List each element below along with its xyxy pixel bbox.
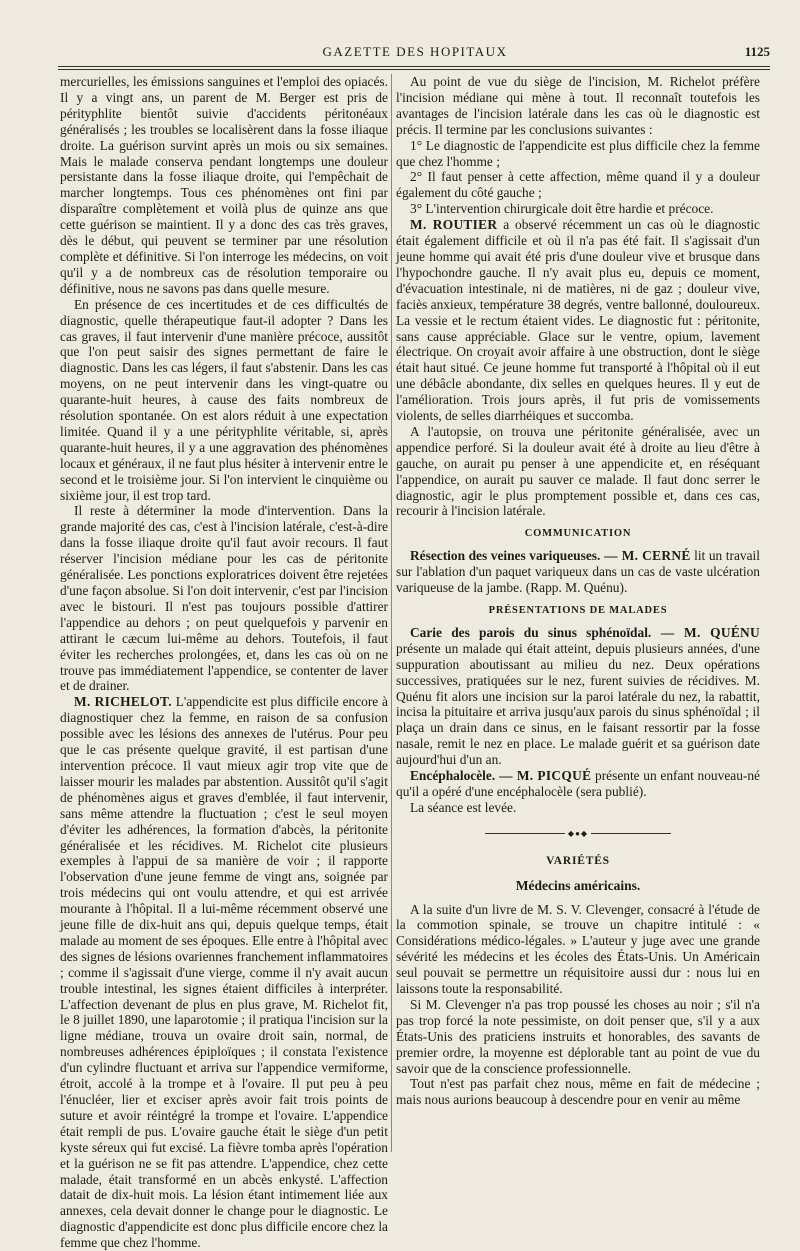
paragraph-text: présente un enfant nouveau-né qu'il a opéré d'une encéphalocèle (sera publié).	[396, 768, 760, 799]
speaker-name: — M. PICQUÉ	[495, 768, 592, 784]
paragraph-text: présente un malade qui était atteint, depuis plusieurs années, d'une suppuration aboutissant au milieu du nez. Deux opérations successives, pratiquées sur le nez, furent suivies de récidives. M. Quénu fit alors une incision sur la paroi latérale du nez, la rabattit, incisa la pituitaire et arriva jusqu'aux parois du sinus sphénoïdal ; il plaça un drain dans ce sinus, en le faisant ressortir par la fosse nasale, remit le nez en place. Le malade guérit et sa guérison date aujourd'hui d'un an.	[396, 640, 760, 768]
conclusion-item: 1° Le diagnostic de l'appendicite est plus difficile chez la femme que chez l'homme ;	[396, 137, 760, 169]
conclusion-item: 2° Il faut penser à cette affection, même quand il y a douleur également du côté gauche ;	[396, 169, 760, 201]
presentation-title: Carie des parois du sinus sphénoïdal.	[410, 624, 652, 640]
paragraph: Tout n'est pas parfait chez nous, même en fait de médecine ; mais nous aurions beaucoup à descendre pour en venir au même	[396, 1076, 760, 1108]
separator-ornament: ◆●◆	[567, 828, 589, 838]
speaker-name: M. ROUTIER	[410, 217, 498, 233]
presentation-item	[396, 768, 760, 800]
paragraph-routier	[396, 217, 760, 424]
speaker-name: M. RICHELOT.	[74, 694, 172, 710]
left-column	[60, 74, 388, 1251]
paragraph: A l'autopsie, on trouva une péritonite généralisée, avec un appendice perforé. Si la douleur avait été à droite au lieu d'être à gauche, on aurait pu penser à une appendicite et, en réséquant l'appendice, on aurait pu sauver ce malade. Il faut donc serrer le diagnostic, agir le plus promptement possible et, dans ces cas, recourir à l'incision latérale.	[396, 423, 760, 519]
section-heading-presentations: PRÉSENTATIONS DE MALADES	[488, 605, 668, 616]
right-column	[396, 74, 760, 1154]
paragraph: En présence de ces incertitudes et de ces difficultés de diagnostic, quelle thérapeutique faut-il adopter ? Dans les cas graves, il faut intervenir d'une manière précoce, aussitôt que l'on peut saisir des signes permettant de faire le diagnostic. Dans les cas légers, il faut s'abstenir. Dans les cas moyens, on ne peut intervenir dans les vingt-quatre ou quarante-huit heures, à cause des faits nombreux de résolution spontanée. On est alors réduit à une expectation limitée. Quand il y a une pérityphlite véritable, si, après quarante-huit heures, il y a une aggravation des phénomènes locaux et généraux, il ne faut plus hésiter à intervenir entre le second et le troisième jour. Si l'on intervient le cinquième ou sixième jour, il est trop tard.	[60, 296, 388, 503]
conclusion-item: 3° L'intervention chirurgicale doit être hardie et précoce.	[410, 201, 714, 217]
paragraph: A la suite d'un livre de M. S. V. Clevenger, consacré à l'étude de la commotion spinale, se trouve un chapitre intitulé : « Considérations médico-légales. » L'auteur y juge avec une grande sévérité les médecins et les écoles des États-Unis. Un Américain seul pouvait se permettre un réquisitoire aussi dur : nous lui en laissons toute la responsabilité.	[396, 901, 760, 997]
page-header	[60, 44, 770, 64]
paragraph-text: L'appendicite est plus difficile encore à diagnostiquer chez la femme, en raison de sa confusion possible avec les lésions des annexes de l'utérus. Pour peu que le cas présente quelque gravité, il est partisan d'une intervention précoce. Il vaut mieux agir trop vite que de laisser mourir les malades par abstention. Aussitôt qu'il s'agit de phénomènes aigus et graves d'emblée, il faut intervenir, sans même attendre la fluctuation ; c'est le seul moyen d'éviter les adhérences, la formation d'abcès, la péritonite généralisée et les récidives. M. Richelot cite plusieurs exemples à l'appui de sa manière de voir ; il rapporte l'observation d'une jeune femme de vingt ans, soignée par trois médecins qui ont voulu attendre, et qui est arrivée mourante à l'hôpital. Il a lui-même récemment observé une jeune fille de dix-huit ans qui, depuis quelque temps, était malade au moment de ses époques. Elle entre à l'hôpital avec des signes de lésions ovariennes franchement inflammatoires ; comme il s'agissait d'une vierge, comme il n'y avait aucun trouble intestinal, les signes étaient difficiles à interpréter. L'affection devenant de plus en plus grave, M. Richelot fit, le 8 juillet 1890, une laparotomie ; il pratiqua l'incision sur la ligne médiane, trouva un ovaire droit sain, normal, de nombreuses adhérences épiploïques ; il constata l'existence d'un cylindre fluctuant et arriva sur l'appendice vermiforme, étroit, accolé à la trompe et à l'ovaire. Il put peu à peu l'énucléer, lier et exciser après avoir fait trois points de suture et avoir réintégré la trompe et l'ovaire. L'appendice était rempli de pus. L'ovaire gauche était le siège d'un petit kyste séreux qui fut excisé. La fièvre tomba après l'opération et la guérison ne se fit pas attendre. L'appendice, chez cette malade, était transformé en un abcès enkysté. L'affection datait de dix-huit mois. La lésion étant intimement liée aux annexes, cela devait donner le change pour le diagnostic. Le diagnostic d'appendicite est donc plus difficile encore chez la femme que chez l'homme.	[60, 694, 388, 1251]
communication-paragraph	[396, 548, 760, 596]
section-heading-communication: COMMUNICATION	[524, 528, 632, 540]
paragraph: Si M. Clevenger n'a pas trop poussé les choses au noir ; s'il n'a pas trop forcé la note pessimiste, on doit penser que, s'il y a aux États-Unis des praticiens instruits et honorables, des savants de premier ordre, la moyenne est déplorable tant au point de vue du savoir que de la conscience professionnelle.	[396, 996, 760, 1076]
paragraph-text: a observé récemment un cas où le diagnostic était également difficile et où il n'a pas été fait. Il s'agissait d'un jeune homme qui avait été pris d'une douleur vive et brusque dans l'hypochondre gauche. Il n'y avait plus eu, depuis ce moment, d'évacuation intestinale, ni de matières, ni de gaz ; douleur vive, faciès anxieux, température 38 degrés, ventre ballonné, douloureux. La vessie et le rectum étaient vides. Le diagnostic fut : péritonite, sans cause appréciable. Glace sur le ventre, opium, lavement électrique. On croyait avoir affaire à une obstruction, dont le siège était haut situé. Ce jeune homme fut transporté à l'hôpital où il eut une débâcle abondante, dix selles en quelques heures. Il y eut de l'amélioration. Trois jours après, il fut pris de vomissements violents, de selles diarrhéiques et succomba.	[396, 217, 760, 424]
paragraph: Au point de vue du siège de l'incision, M. Richelot préfère l'incision médiane qui mène à tout. Il reconnaît toutefois les avantages de l'incision latérale dans les cas où le diagnostic est précis. Il termine par les conclusions suivantes :	[396, 74, 760, 137]
presentation-item	[396, 625, 760, 768]
separator-line	[591, 833, 671, 834]
paragraph-text: lit un travail sur l'ablation d'un paquet variqueux dans un cas de vaste ulcération variqueuse de la jambe. (Rapp. M. Quénu).	[396, 548, 760, 596]
section-heading-varietes: VARIÉTÉS	[546, 854, 610, 867]
page-number: 1125	[744, 44, 770, 59]
column-divider	[391, 74, 392, 1152]
header-rule-top	[58, 66, 770, 67]
paragraph-richelot	[60, 694, 388, 1251]
closing-line: La séance est levée.	[410, 799, 517, 815]
article-title: Médecins américains.	[515, 877, 641, 893]
presentation-title: Encéphalocèle.	[410, 768, 496, 784]
paragraph: mercurielles, les émissions sanguines et l'emploi des opiacés. Il y a vingt ans, un parent de M. Berger est pris de pérityphlite bientôt suivie d'accidents péritonéaux généralisés ; les troubles se localisèrent dans la fosse iliaque droite. La guérison survint après un mois ou six semaines. Mais le malade conserva pendant longtemps une douleur persistante dans la fosse iliaque droite, qui l'empêchait de marcher longtemps. Tous ces phénomènes ont fini par disparaître complètement et voilà plus de quinze ans que cette guérison se maintient. Il y a donc des cas très graves, dès le début, qui peuvent se terminer par une résolution complète et définitive. Si l'on interroge les médecins, on voit qu'il y a de nombreux cas de résolution temporaire ou définitive, nous ne savons pas dans quelle mesure.	[60, 74, 388, 296]
separator-line	[485, 833, 565, 834]
ornamental-separator	[396, 826, 760, 842]
paragraph: Il reste à déterminer la mode d'intervention. Dans la grande majorité des cas, c'est à l'incision latérale, c'est-à-dire dans la fosse iliaque droite qu'il faut avoir recours. Il faut réserver l'incision médiane pour les cas de péritonite généralisée. Les ponctions exploratrices doivent être rejetées d'une façon absolue. Si l'on doit intervenir, c'est par l'incision avec le bistouri. Il n'est pas toujours possible d'attirer l'appendice au dehors ; on peut quelquefois y parvenir en attirant le cæcum lui-même au dehors. Toutefois, il faut éviter les recherches prolongées, et, dans les cas où on ne trouve pas immédiatement l'appendice, se contenter de laver et de drainer.	[60, 503, 388, 694]
speaker-name: — M. QUÉNU	[651, 624, 760, 640]
communication-title: Résection des veines variqueuses.	[410, 548, 601, 564]
speaker-name: — M. CERNÉ	[600, 548, 691, 564]
header-rule-bottom	[58, 69, 770, 70]
journal-title: GAZETTE DES HOPITAUX	[322, 44, 508, 59]
